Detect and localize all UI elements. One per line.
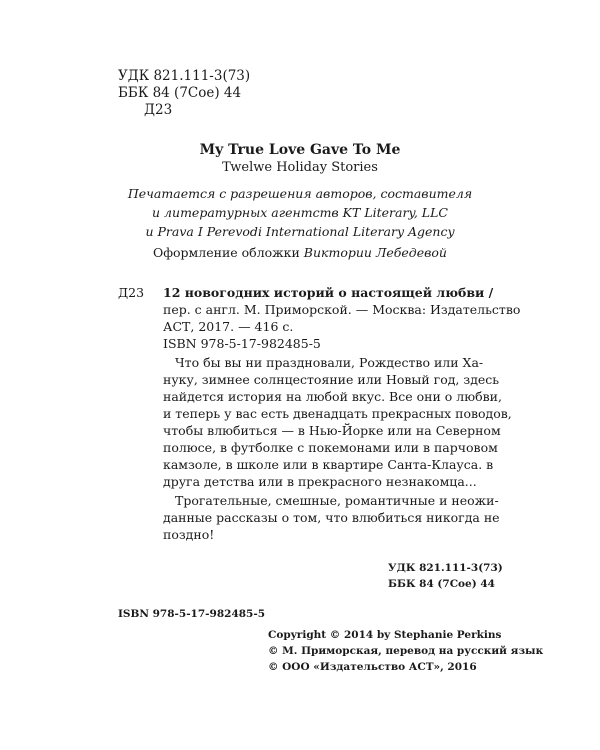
record-code: Д23 [118,285,145,300]
copyright-publisher: © ООО «Издательство АСТ», 2016 [268,661,477,673]
cover-design-credit [0,245,600,260]
annotation-paragraph-1: Что бы вы ни праздновали, Рождество или Ха- нуку, зимнее солнцестояние или Новый год, здесь найдется история на любой вкус. Все они о любви, и теперь у вас есть двенадцать прекрасных поводов, чтобы влюбиться — в Нью-Йорке или на Северном полюсе, в футболке с покемонами или в парчовом камзоле, в школе или в квартире Санта-Клауса. в друга детства или в прекрасного незнакомца... [163,355,512,489]
copyright-block [268,627,543,675]
footer-isbn: ISBN 978-5-17-982485-5 [118,608,266,620]
record-publication: пер. с англ. М. Приморской. — Москва: Издательство [163,302,521,317]
annotation-paragraph-2: Трогательные, смешные, романтичные и неожи- данные рассказы о том, что влюбиться никогда не поздно! [163,493,500,542]
cover-designer-name: Виктории Лебедевой [303,245,447,260]
bbk-code: ББК 84 (7Сое) 44 [118,85,242,101]
bottom-bbk-code: ББК 84 (7Сое) 44 [388,578,495,590]
record-title: 12 новогодних историй о настоящей любви / [163,285,494,300]
bottom-codes [388,560,503,592]
original-subtitle: Twelwe Holiday Stories [222,160,378,175]
copyright-translation: © М. Приморская, перевод на русский язык [268,645,544,657]
record-pages: АСТ, 2017. — 416 с. [163,319,294,334]
cover-design-label: Оформление обложки [153,245,304,260]
annotation [163,354,512,543]
bottom-udk-code: УДК 821.111-3(73) [388,562,503,574]
udk-code: УДК 821.111-3(73) [118,68,251,84]
record-isbn: ISBN 978-5-17-982485-5 [163,336,321,351]
header-codes [118,68,250,119]
title-block [0,142,600,175]
copyright-author: Copyright © 2014 by Stephanie Perkins [268,629,502,641]
bibliographic-record [163,284,521,352]
original-title: My True Love Gave To Me [199,142,401,158]
author-mark-code: Д23 [144,102,173,118]
permission-note: Печатается с разрешения авторов, составителя и литературных агентств KT Literary, LLC и Prava I Perevodi International Literary Agency [127,186,473,239]
